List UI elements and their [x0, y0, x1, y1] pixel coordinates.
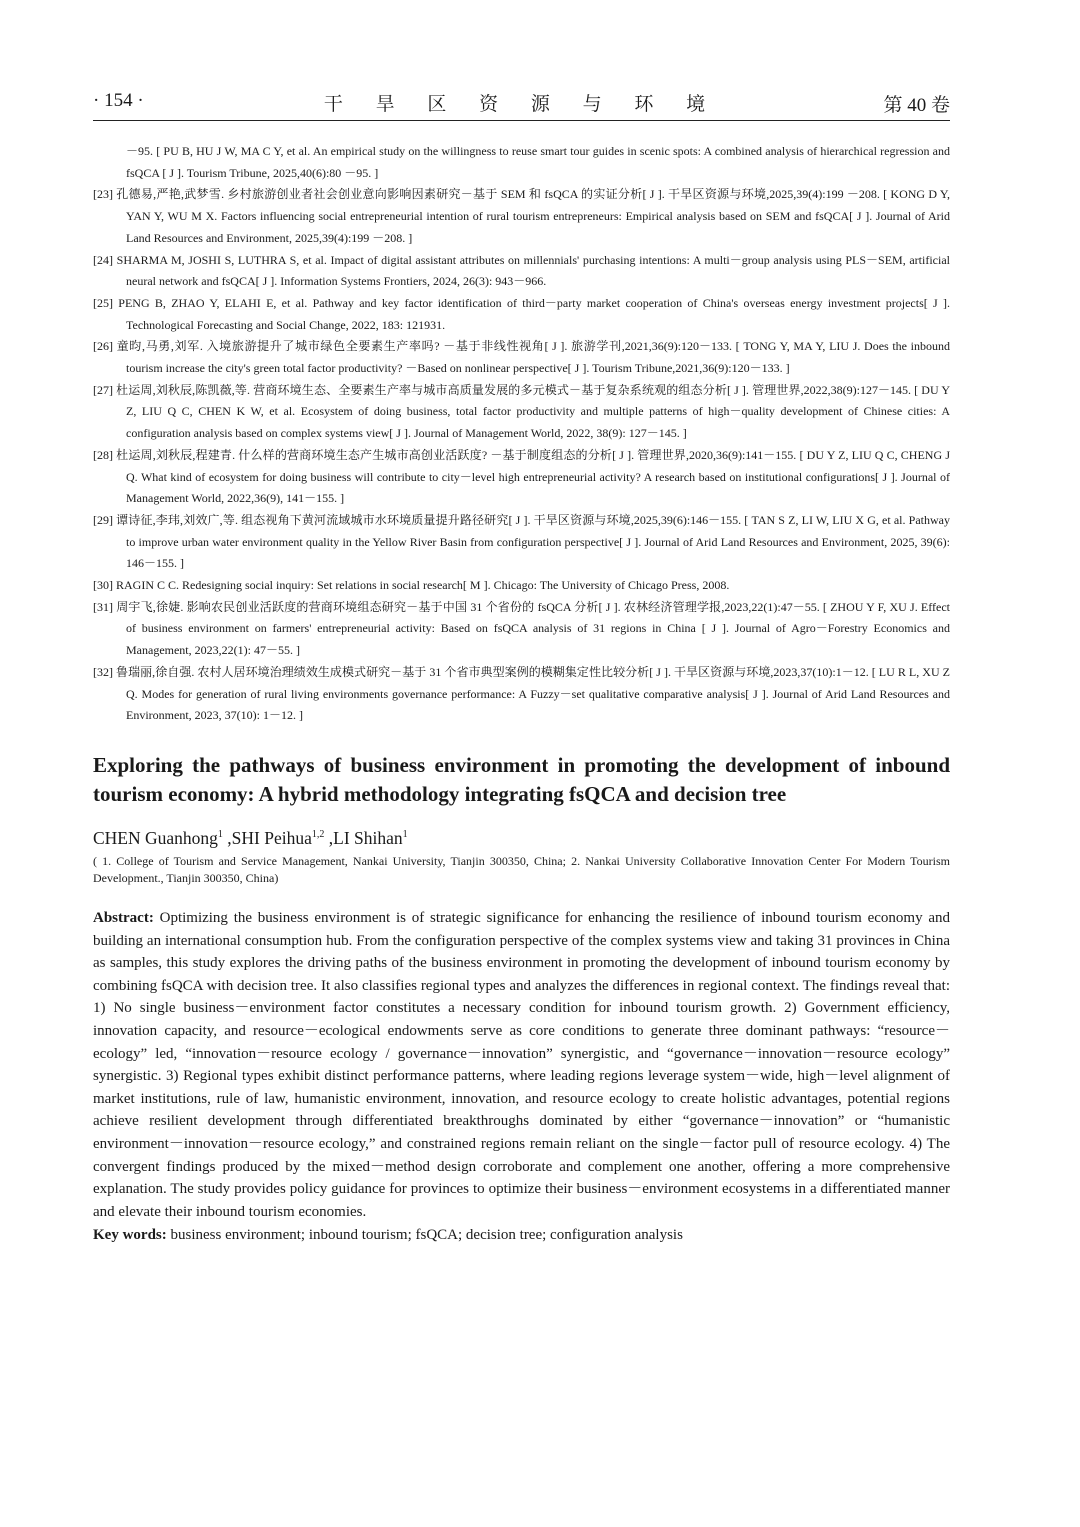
journal-name: 干 旱 区 资 源 与 环 境 — [323, 94, 720, 115]
author-name: LI Shihan — [333, 827, 403, 848]
article-title: Exploring the pathways of business environment in promoting the development of inbound tourism economy: A hybrid methodology integrating fsQCA and decision tree — [93, 752, 950, 806]
affiliation: ( 1. College of Tourism and Service Management, Nankai University, Tianjin 300350, China; 2. Nankai University Collaborative Innovation Center For Modern Tourism Development., Tianjin 300350, China) — [93, 853, 950, 885]
reference-item: [27] 杜运周,刘秋辰,陈凯薇,等. 营商环境生态、全要素生产率与城市高质量发展的多元模式－基于复杂系统观的组态分析[ J ]. 管理世界,2022,38(9):127－145. [ DU Y Z, LIU Q C, CHEN K W, et al. Ecosystem of doing business, total factor productivity and multiple patterns of high－quality development of Chinese cities: A configuration analysis based on complex systems view[ J ]. Journal of Management World, 2022, 38(9): 127－145. ] — [93, 382, 950, 441]
author-name: SHI Peihua — [231, 827, 312, 848]
abstract — [93, 907, 950, 1223]
reference-item: [28] 杜运周,刘秋辰,程建青. 什么样的营商环境生态产生城市高创业活跃度? －基于制度组态的分析[ J ]. 管理世界,2020,36(9):141－155. [ DU Y Z, LIU Q C, CHENG J Q. What kind of ecosystem for doing business will contribute to city－level high entrepreneurial activity? A research based on institutional configurations[ J ]. Journal of Management World, 2022,36(9), 141－155. ] — [93, 447, 950, 506]
reference-item: [26] 童昀,马勇,刘军. 入境旅游提升了城市绿色全要素生产率吗? －基于非线性视角[ J ]. 旅游学刊,2021,36(9):120－133. [ TONG Y, MA Y, LIU J. Does the inbound tourism increase the city's green total factor productivity? －Based on nonlinear perspective[ J ]. Tourism Tribune,2021,36(9):120－133. ] — [93, 339, 950, 376]
author-affiliation-mark: 1,2 — [311, 829, 325, 841]
journal-page — [93, 86, 950, 1246]
abstract-text: Optimizing the business environment is of strategic significance for enhancing the resilience of inbound tourism economy and building an international consumption hub. From the configuration perspective of the complex systems view and taking 31 provinces in China as samples, this study explores the driving paths of the business environment in promoting the development of inbound tourism economy by combining fsQCA with decision tree. It also classifies regional types and analyzes the differences in regional context. The findings reveal that: 1) No single business－environment factor constitutes a necessary condition for inbound tourism growth. 2) Government efficiency, innovation capacity, and resource－ecological endowments serve as core conditions to generate three dominant pathways: “resource－ecology” led, “innovation－resource ecology / governance－innovation” synergistic, and “governance－innovation－resource ecology” synergistic. 3) Regional types exhibit distinct performance patterns, where leading regions leverage system－wide, high－level alignment of market institutions, rule of law, humanistic environment, innovation, and resource ecology to create holistic advantages, potential regions achieve resilient development through differentiated breakthroughs dominated by either “governance－innovation” or “humanistic environment－innovation－resource ecology,” and constrained regions remain reliant on the single－factor pull of resource ecology. 4) The convergent findings produced by the mixed－method design corroborate and complement one another, offering a more comprehensive explanation. The study provides policy guidance for provinces to optimize their business－environment ecosystems in a differentiated manner and elevate their inbound tourism economies. — [93, 909, 951, 1220]
page-number: · 154 · — [93, 90, 144, 111]
volume-label: 第 40 卷 — [883, 95, 950, 116]
reference-list — [93, 141, 950, 727]
reference-item: [29] 谭诗征,李玮,刘效广,等. 组态视角下黄河流域城市水环境质量提升路径研究[ J ]. 干旱区资源与环境,2025,39(6):146－155. [ TAN S Z, LI W, LIU X G, et al. Pathway to improve urban water environment quality in the Yellow River Basin from configuration perspective[ J ]. Journal of Arid Land Resources and Environment, 2025, 39(6): 146－155. ] — [93, 512, 950, 571]
running-header — [93, 86, 950, 121]
reference-item: [31] 周宇飞,徐婕. 影响农民创业活跃度的营商环境组态研究－基于中国 31 个省份的 fsQCA 分析[ J ]. 农林经济管理学报,2023,22(1):47－55. [ ZHOU Y F, XU J. Effect of business environment on farmers' entrepreneurial activity: Based on fsQCA analysis of 31 regions in China [ J ]. Journal of Agro－Forestry Economics and Management, 2023,22(1): 47－55. ] — [93, 599, 950, 658]
abstract-label: Abstract: — [93, 909, 154, 926]
keywords-text: business environment; inbound tourism; fsQCA; decision tree; configuration analysis — [170, 1227, 683, 1244]
keywords — [93, 1224, 950, 1246]
author-affiliation-mark: 1 — [402, 829, 408, 841]
keywords-label: Key words: — [93, 1227, 167, 1244]
author-list: CHEN Guanhong$^1$ ,SHI Peihua$^{1,2}$ ,LI Shihan$^1$ — [93, 827, 408, 848]
reference-item: [24] SHARMA M, JOSHI S, LUTHRA S, et al. Impact of digital assistant attributes on millennials' purchasing intentions: A multi－group analysis using PLS－SEM, artificial neural network and fsQCA[ J ]. Information Systems Frontiers, 2024, 26(3): 943－966. — [93, 252, 950, 289]
reference-item: [30] RAGIN C C. Redesigning social inquiry: Set relations in social research[ M ]. Chicago: The University of Chicago Press, 2008. — [93, 578, 730, 593]
reference-item: [32] 鲁瑞丽,徐自强. 农村人居环境治理绩效生成模式研究－基于 31 个省市典型案例的模糊集定性比较分析[ J ]. 干旱区资源与环境,2023,37(10):1－12. [ LU R L, XU Z Q. Modes for generation of rural living environments governance performance: A Fuzzy－set qualitative comparative analysis[ J ]. Journal of Arid Land Resources and Environment, 2023, 37(10): 1－12. ] — [93, 664, 950, 723]
reference-item: －95. [ PU B, HU J W, MA C Y, et al. An empirical study on the willingness to reuse smart tour guides in scenic spots: A combined analysis of hierarchical regression and fsQCA [ J ]. Tourism Tribune, 2025,40(6):80 －95. ] — [126, 144, 950, 180]
author-affiliation-mark: 1 — [217, 829, 223, 841]
author-name: CHEN Guanhong — [93, 827, 218, 848]
reference-item: [25] PENG B, ZHAO Y, ELAHI E, et al. Pathway and key factor identification of third－party market cooperation of China's overseas energy investment projects[ J ]. Technological Forecasting and Social Change, 2022, 183: 121931. — [93, 295, 950, 332]
reference-item: [23] 孔德易,严艳,武梦雪. 乡村旅游创业者社会创业意向影响因素研究－基于 SEM 和 fsQCA 的实证分析[ J ]. 干旱区资源与环境,2025,39(4):199 －208. [ KONG D Y, YAN Y, WU M X. Factors influencing social entrepreneurial intention of rural tourism entrepreneurs: Empirical analysis based on SEM and fsQCA[ J ]. Journal of Arid Land Resources and Environment, 2025,39(4):199 －208. ] — [93, 187, 950, 245]
